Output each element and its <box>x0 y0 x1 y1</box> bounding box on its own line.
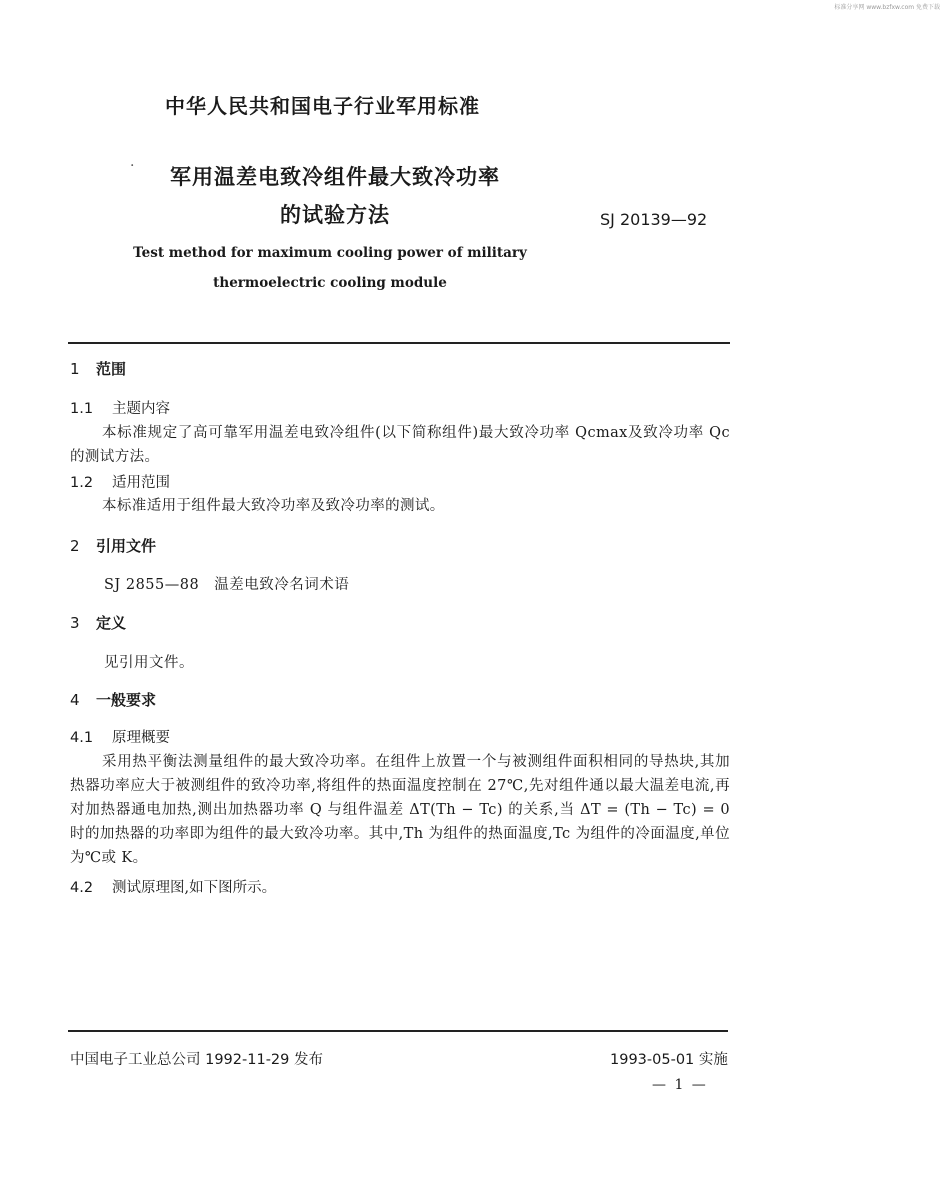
standard-code: SJ 20139—92 <box>600 210 708 229</box>
title-line-1: 军用温差电致冷组件最大致冷功率 <box>170 165 500 189</box>
section-number: 4 <box>70 691 80 709</box>
section-3-text: 见引用文件。 <box>104 655 194 671</box>
section-4-1-text: 采用热平衡法测量组件的最大致冷功率。在组件上放置一个与被测组件面积相同的导热块,其加热器功率应大于被测组件的致冷功率,将组件的热面温度控制在 27℃,先对组件通以最大温差电流,再对加热器通电加热,测出加热器功率 Q 与组件温差 ΔT(Th − Tc) 的关系,当 ΔT = (Th − Tc) = 0 时的加热器的功率即为组件的最大致冷功率。其中,Th 为组件的热面温度,Tc 为组件的冷面温度,单位为℃或 K。 <box>70 754 730 866</box>
header-divider <box>68 342 730 344</box>
english-title <box>120 238 540 298</box>
section-title: 适用范围 <box>112 475 170 491</box>
section-title: 主题内容 <box>112 401 170 417</box>
issue-date: 中国电子工业总公司 1992-11-29 发布 <box>70 1052 323 1068</box>
section-1-1-heading <box>70 397 170 418</box>
page-number: — 1 — <box>652 1077 708 1093</box>
section-number: 4.2 <box>70 880 94 896</box>
section-number: 1.2 <box>70 475 94 491</box>
effective-date: 1993-05-01 实施 <box>610 1052 728 1068</box>
reference-document: SJ 2855—88 温差电致冷名词术语 <box>104 577 350 593</box>
section-title: 引用文件 <box>96 537 157 555</box>
document-title <box>140 158 530 234</box>
section-title: 一般要求 <box>96 691 157 709</box>
section-1-2-heading <box>70 471 170 492</box>
section-number: 3 <box>70 614 80 632</box>
section-number: 2 <box>70 537 80 555</box>
section-1-1-text: 本标准规定了高可靠军用温差电致冷组件(以下简称组件)最大致冷功率 Qcmax及致冷功率 Qc 的测试方法。 <box>70 425 730 465</box>
section-4-1-heading <box>70 726 170 747</box>
section-4-heading <box>70 689 156 710</box>
english-title-line-2: thermoelectric cooling module <box>213 275 447 291</box>
section-title: 范围 <box>96 360 127 378</box>
section-1-heading <box>70 358 126 379</box>
english-title-line-1: Test method for maximum cooling power of military <box>133 245 527 261</box>
watermark: 标准分享网 www.bzfxw.com 免费下载 <box>834 4 940 11</box>
section-title: 测试原理图,如下图所示。 <box>112 880 277 896</box>
section-title: 定义 <box>96 614 127 632</box>
title-line-2: 的试验方法 <box>280 203 390 227</box>
section-number: 1.1 <box>70 401 94 417</box>
footer-divider <box>68 1030 728 1032</box>
section-1-2-text: 本标准适用于组件最大致冷功率及致冷功率的测试。 <box>102 498 445 514</box>
section-number: 1 <box>70 360 80 378</box>
section-4-2-heading <box>70 876 276 897</box>
section-title: 原理概要 <box>112 730 170 746</box>
section-number: 4.1 <box>70 730 94 746</box>
section-3-heading <box>70 612 126 633</box>
section-2-heading <box>70 535 156 556</box>
standard-organization: 中华人民共和国电子行业军用标准 <box>165 94 480 118</box>
scan-speck-mark: · <box>130 158 135 174</box>
